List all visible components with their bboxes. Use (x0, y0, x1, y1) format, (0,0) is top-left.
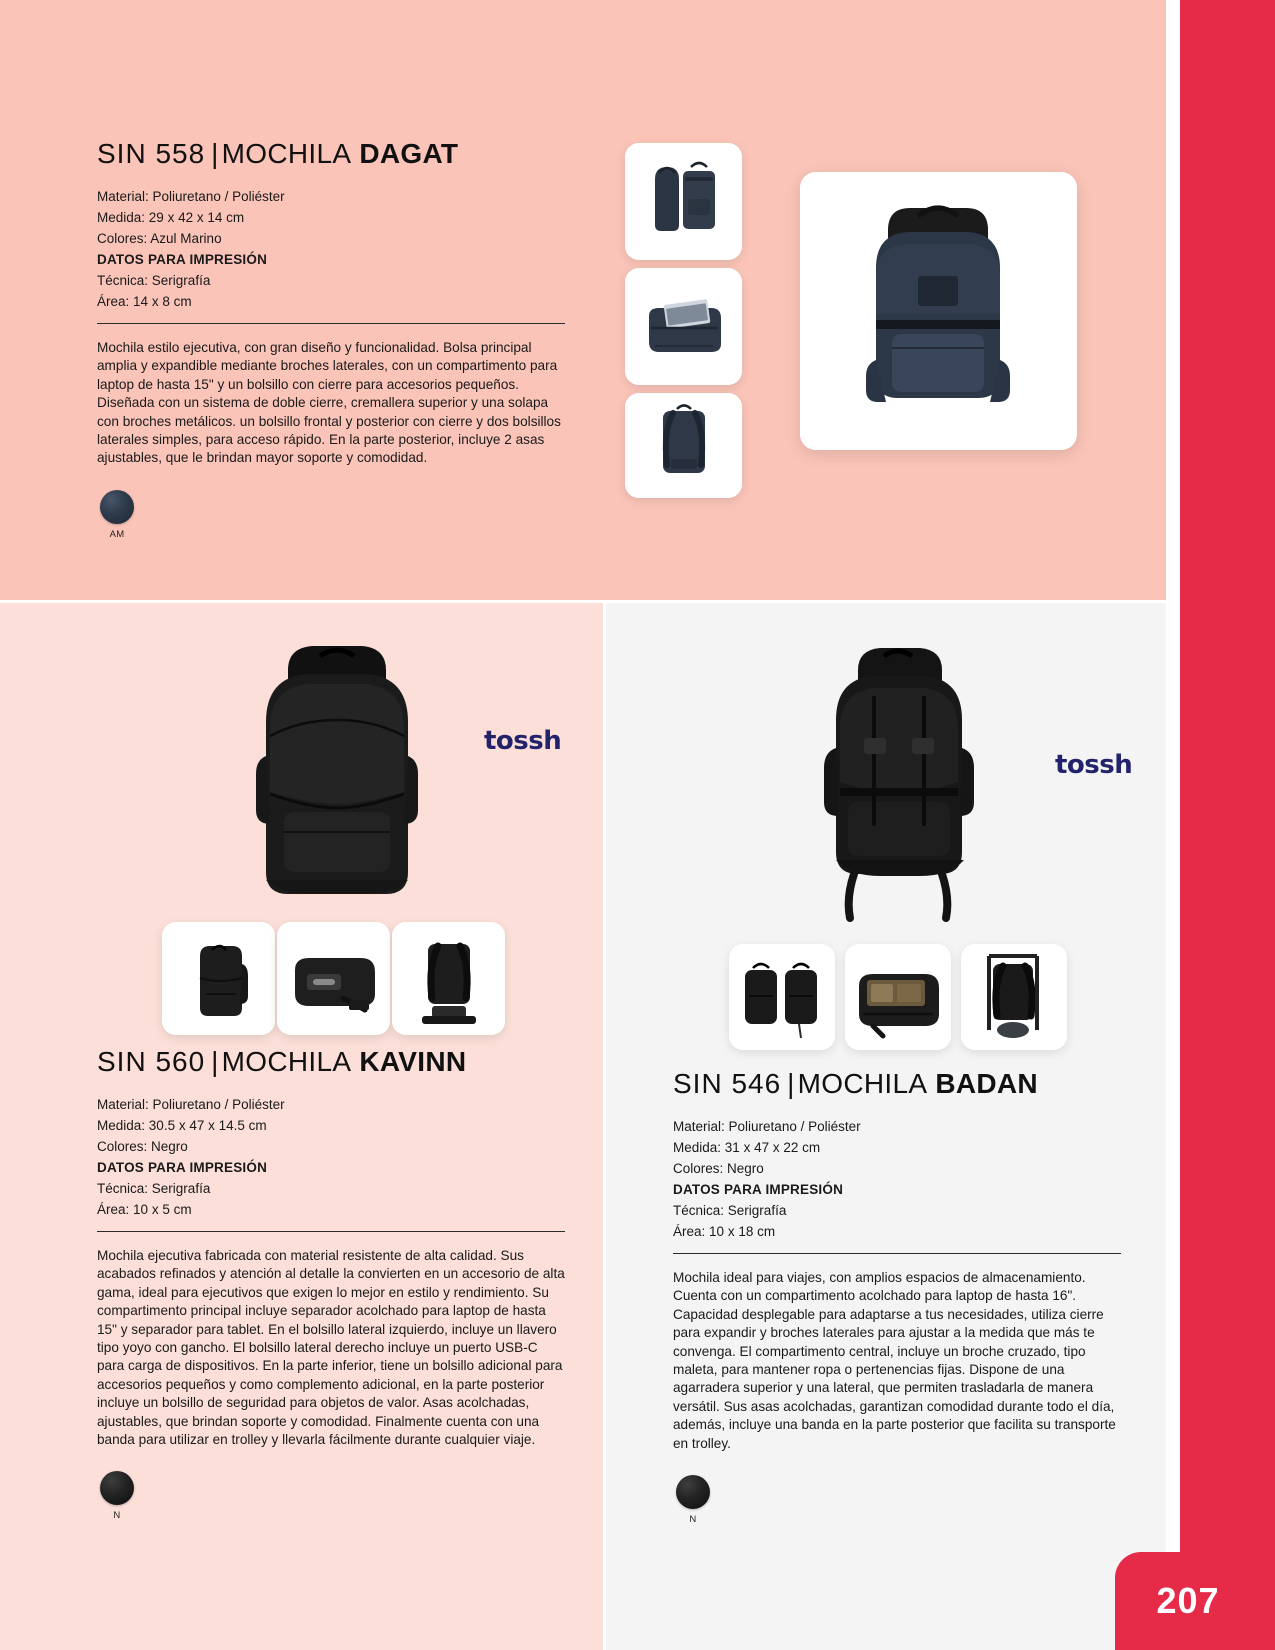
product-specs (673, 1116, 1121, 1242)
spec-value: Poliuretano / Poliéster (152, 1097, 285, 1112)
spec-value: 14 x 8 cm (133, 294, 192, 309)
color-swatch-black[interactable] (676, 1475, 710, 1509)
product-thumbnail-dagat-3[interactable] (625, 393, 742, 498)
spec-label: Área: (97, 294, 130, 309)
spec-value: Serigrafía (151, 273, 211, 288)
spec-area (673, 1221, 1121, 1242)
product-code: SIN 546 (673, 1068, 782, 1099)
product-category: MOCHILA (221, 1046, 352, 1077)
divider (97, 1231, 565, 1232)
spec-medida (97, 207, 565, 228)
spec-value: 30.5 x 47 x 14.5 cm (148, 1118, 267, 1133)
backpack-laptop-compartment-illustration (625, 268, 742, 385)
spec-value: 31 x 47 x 22 cm (724, 1140, 821, 1155)
spec-value: Poliuretano / Poliéster (152, 189, 285, 204)
product-thumbnail-badan-1[interactable] (729, 944, 835, 1050)
spec-tecnica (97, 1178, 565, 1199)
spec-value: Azul Marino (150, 231, 222, 246)
color-swatch-navy[interactable] (100, 490, 134, 524)
spec-value: 29 x 42 x 14 cm (148, 210, 245, 225)
swatch-item[interactable] (97, 490, 137, 540)
spec-value: Negro (727, 1161, 764, 1176)
product-thumbnail-kavinn-3[interactable] (392, 922, 505, 1035)
product-specs (97, 186, 565, 312)
spec-colores (673, 1158, 1121, 1179)
brand-logo-kavinn (484, 726, 561, 756)
product-thumbnail-kavinn-2[interactable] (277, 922, 390, 1035)
print-data-heading: DATOS PARA IMPRESIÓN (97, 252, 268, 267)
brand-logo-badan (1055, 750, 1132, 780)
swatch-item[interactable] (97, 1471, 137, 1521)
backpack-kavinn-illustration (222, 636, 452, 936)
backpack-side-view-illustration (162, 922, 275, 1035)
spec-value: Negro (151, 1139, 188, 1154)
spec-label: Técnica: (97, 1181, 149, 1196)
backpack-usb-port-detail-illustration (277, 922, 390, 1035)
title-separator: | (787, 1068, 795, 1099)
product-thumbnail-dagat-1[interactable] (625, 143, 742, 260)
spec-label: Área: (673, 1224, 706, 1239)
spec-value: Serigrafía (727, 1203, 787, 1218)
spec-label: Técnica: (673, 1203, 725, 1218)
product-specs (97, 1094, 565, 1220)
spec-value: 10 x 18 cm (709, 1224, 776, 1239)
swatch-code: N (113, 1510, 121, 1522)
color-swatches (97, 490, 565, 540)
page-number: 207 (1156, 1580, 1220, 1621)
product-thumbnail-kavinn-1[interactable] (162, 922, 275, 1035)
spec-tecnica (97, 270, 565, 291)
title-separator: | (211, 138, 219, 169)
backpack-interior-open-illustration (845, 944, 951, 1050)
product-info-badan (673, 1068, 1121, 1525)
product-name: KAVINN (359, 1046, 467, 1077)
product-hero-image-kavinn[interactable] (222, 636, 452, 936)
product-description: Mochila ideal para viajes, con amplios espacios de almacenamiento. Cuenta con un compartimento acolchado para laptop de hasta 16". Capacidad desplegable para adaptarse a tus necesidades, utiliza cierre para expandir y broches laterales para ajustar a la medida que más te convenga. El compartimento central, incluye un broche cruzado, tipo maleta, para mantener ropa o pertenencias fijas. Dispone de una agarradera superior y una lateral, que permiten trasladarla de manera versátil. Sus asas acolchadas, garantizan comodidad durante todo el día, además, incluye una banda en la parte posterior que facilita su transporte en trolley. (673, 1270, 1116, 1451)
spec-label: Colores: (97, 1139, 148, 1154)
spec-colores (97, 1136, 565, 1157)
spec-label: Material: (97, 1097, 149, 1112)
spec-label: Medida: (97, 210, 146, 225)
spec-area (97, 291, 565, 312)
swatch-item[interactable] (673, 1475, 713, 1525)
divider (97, 323, 565, 324)
color-swatches (673, 1475, 1121, 1525)
product-code: SIN 558 (97, 138, 206, 169)
backpack-back-view-illustration (625, 393, 742, 498)
spec-label: Medida: (97, 1118, 146, 1133)
print-data-heading: DATOS PARA IMPRESIÓN (673, 1182, 844, 1197)
swatch-code: N (689, 1514, 697, 1526)
swatch-code: AM (109, 528, 125, 540)
product-category: MOCHILA (797, 1068, 928, 1099)
product-description: Mochila estilo ejecutiva, con gran diseño y funcionalidad. Bolsa principal amplia y expandible mediante broches laterales, con un compartimento para laptop de hasta 15" y un bolsillo con cierre para accesorios pequeños. Diseñada con un sistema de doble cierre, cremallera superior y una solapa con broches metálicos. un bolsillo frontal y posterior con cierre y dos bolsillos laterales simples, para acceso rápido. En la parte posterior, incluye 2 asas ajustables, que le brindan mayor soporte y comodidad. (97, 340, 561, 466)
product-category: MOCHILA (221, 138, 352, 169)
backpack-open-illustration (625, 143, 742, 260)
spec-tecnica (673, 1200, 1121, 1221)
spec-label: Colores: (673, 1161, 724, 1176)
title-separator: | (211, 1046, 219, 1077)
spec-area (97, 1199, 565, 1220)
spec-value: Serigrafía (151, 1181, 211, 1196)
backpack-trolley-sleeve-illustration (961, 944, 1067, 1050)
print-data-heading: DATOS PARA IMPRESIÓN (97, 1160, 268, 1175)
backpack-hero-illustration (800, 172, 1077, 450)
spec-medida (673, 1137, 1121, 1158)
product-name: DAGAT (359, 138, 459, 169)
spec-label: Material: (673, 1119, 725, 1134)
spec-colores (97, 228, 565, 249)
backpack-pair-view-illustration (729, 944, 835, 1050)
spec-label: Material: (97, 189, 149, 204)
spine-gap (1166, 0, 1180, 1650)
product-description: Mochila ejecutiva fabricada con material resistente de alta calidad. Sus acabados refinados y atención al detalle la convierten en un accesorio de alta gama, ideal para ejecutivos que exigen lo mejor en estilo y rendimiento. Su compartimento principal incluye separador acolchado para laptop de hasta 15" y separador para tablet. En el bolsillo lateral izquierdo, incluye un llavero tipo yoyo con gancho. El bolsillo lateral derecho incluye un puerto USB-C para carga de dispositivos. En la parte inferior, tiene un bolsillo adicional para accesorios pequeños y como complemento adicional, en la parte posterior incluye un bolsillo de seguridad para objetos de valor. Asas acolchadas, ajustables, que brindan soporte y comodidad. Finalmente cuenta con una banda para utilizar en trolley y llevarla fácilmente durante cualquier viaje. (97, 1248, 565, 1448)
backpack-trolley-band-illustration (392, 922, 505, 1035)
spec-material (97, 186, 565, 207)
product-hero-image-badan[interactable] (796, 640, 1001, 940)
spec-label: Medida: (673, 1140, 722, 1155)
spec-value: 10 x 5 cm (133, 1202, 192, 1217)
product-info-kavinn (97, 1046, 565, 1521)
color-swatches (97, 1471, 565, 1521)
page-number-badge (1115, 1552, 1275, 1650)
product-thumbnail-badan-3[interactable] (961, 944, 1067, 1050)
product-name: BADAN (935, 1068, 1038, 1099)
spec-label: Colores: (97, 231, 148, 246)
color-swatch-black[interactable] (100, 1471, 134, 1505)
brand-logo-text: tossh (484, 726, 562, 756)
product-info-dagat (97, 138, 565, 540)
product-thumbnail-dagat-2[interactable] (625, 268, 742, 385)
brand-logo-text: tossh (1055, 750, 1133, 780)
product-title-dagat (97, 138, 565, 170)
page-spine (1180, 0, 1275, 1650)
product-thumbnail-badan-2[interactable] (845, 944, 951, 1050)
spec-material (673, 1116, 1121, 1137)
backpack-badan-illustration (796, 640, 1001, 940)
spec-label: Técnica: (97, 273, 149, 288)
spec-material (97, 1094, 565, 1115)
product-title-badan (673, 1068, 1121, 1100)
product-hero-image-dagat[interactable] (800, 172, 1077, 450)
spec-label: Área: (97, 1202, 130, 1217)
divider (673, 1253, 1121, 1254)
product-code: SIN 560 (97, 1046, 206, 1077)
spec-value: Poliuretano / Poliéster (728, 1119, 861, 1134)
product-title-kavinn (97, 1046, 565, 1078)
spec-medida (97, 1115, 565, 1136)
